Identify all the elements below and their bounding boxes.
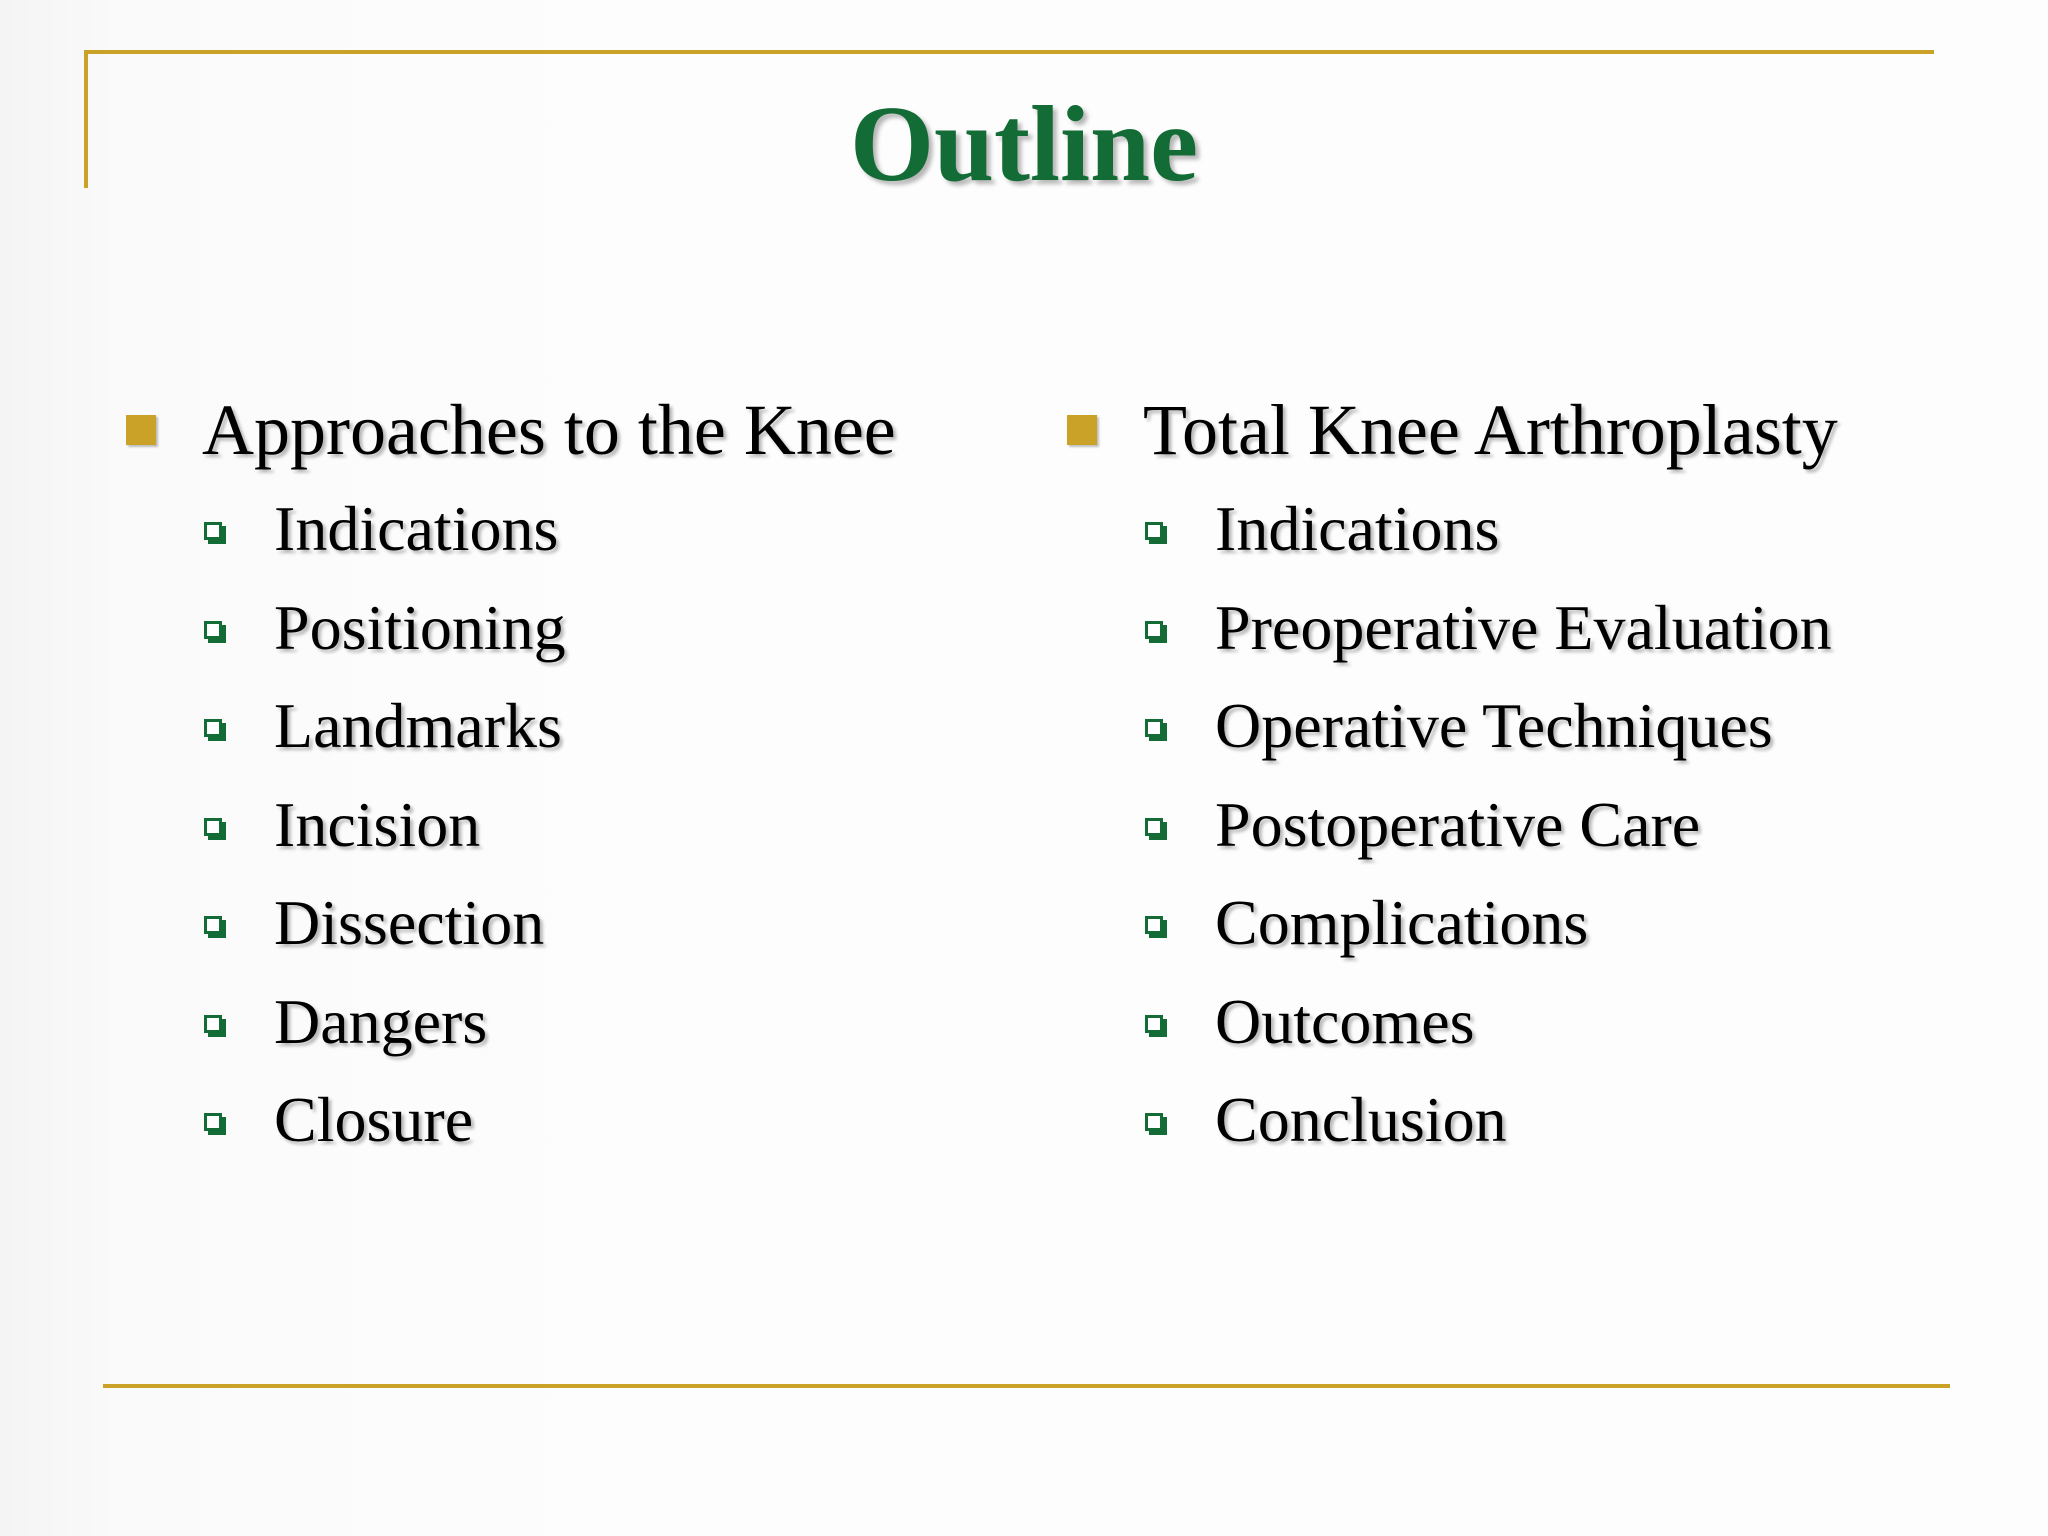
sub-bullet-text: Conclusion bbox=[1215, 1084, 1507, 1155]
hollow-square-bullet-icon bbox=[204, 522, 222, 540]
sub-bullet-item bbox=[126, 677, 896, 776]
sub-bullet-text: Positioning bbox=[274, 591, 566, 663]
sub-bullet-text: Operative Techniques bbox=[1215, 690, 1773, 761]
slide-title: Outline bbox=[849, 85, 1199, 204]
hollow-square-bullet-icon bbox=[1145, 621, 1163, 639]
sub-bullet-text: Postoperative Care bbox=[1215, 788, 1701, 860]
sub-bullet-item bbox=[126, 874, 896, 973]
sub-bullet-item bbox=[1067, 973, 1838, 1072]
hollow-square-bullet-icon bbox=[1145, 916, 1163, 934]
sub-bullet-item bbox=[1067, 874, 1838, 973]
square-bullet-icon bbox=[126, 415, 156, 445]
sub-bullet-text: Preoperative Evaluation bbox=[1215, 591, 1832, 663]
hollow-square-bullet-icon bbox=[204, 916, 222, 934]
hollow-square-bullet-icon bbox=[1145, 818, 1163, 836]
sub-bullet-item bbox=[1067, 1071, 1838, 1170]
sub-bullet-text: Closure bbox=[274, 1084, 474, 1155]
sub-bullet-item bbox=[126, 776, 896, 875]
sub-bullet-text: Dissection bbox=[274, 887, 545, 958]
hollow-square-bullet-icon bbox=[204, 818, 222, 836]
hollow-square-bullet-icon bbox=[1145, 1015, 1163, 1033]
main-bullet-item bbox=[126, 380, 896, 480]
square-bullet-icon bbox=[1067, 415, 1097, 445]
sub-bullet-list bbox=[126, 480, 896, 1170]
main-bullet-text: Total Knee Arthroplasty bbox=[1143, 390, 1838, 470]
hollow-square-bullet-icon bbox=[204, 621, 222, 639]
sub-bullet-item bbox=[126, 973, 896, 1072]
left-column bbox=[126, 380, 896, 1170]
main-bullet-text: Approaches to the Knee bbox=[202, 390, 896, 470]
hollow-square-bullet-icon bbox=[204, 1113, 222, 1131]
top-rule bbox=[84, 50, 1934, 54]
sub-bullet-item bbox=[126, 480, 896, 579]
right-column bbox=[1067, 380, 1838, 1170]
sub-bullet-item bbox=[1067, 677, 1838, 776]
hollow-square-bullet-icon bbox=[204, 719, 222, 737]
main-bullet-item bbox=[1067, 380, 1838, 480]
sub-bullet-item bbox=[1067, 480, 1838, 579]
sub-bullet-item bbox=[1067, 579, 1838, 678]
sub-bullet-text: Incision bbox=[274, 788, 481, 860]
sub-bullet-text: Indications bbox=[1215, 493, 1500, 564]
bottom-rule bbox=[103, 1384, 1950, 1388]
sub-bullet-list bbox=[1067, 480, 1838, 1170]
sub-bullet-text: Landmarks bbox=[274, 690, 562, 761]
sub-bullet-text: Dangers bbox=[274, 985, 488, 1057]
sub-bullet-item bbox=[126, 579, 896, 678]
sub-bullet-text: Indications bbox=[274, 493, 559, 564]
hollow-square-bullet-icon bbox=[1145, 1113, 1163, 1131]
sub-bullet-text: Complications bbox=[1215, 887, 1589, 958]
sub-bullet-text: Outcomes bbox=[1215, 985, 1475, 1057]
hollow-square-bullet-icon bbox=[1145, 522, 1163, 540]
sub-bullet-item bbox=[126, 1071, 896, 1170]
hollow-square-bullet-icon bbox=[204, 1015, 222, 1033]
hollow-square-bullet-icon bbox=[1145, 719, 1163, 737]
sub-bullet-item bbox=[1067, 776, 1838, 875]
